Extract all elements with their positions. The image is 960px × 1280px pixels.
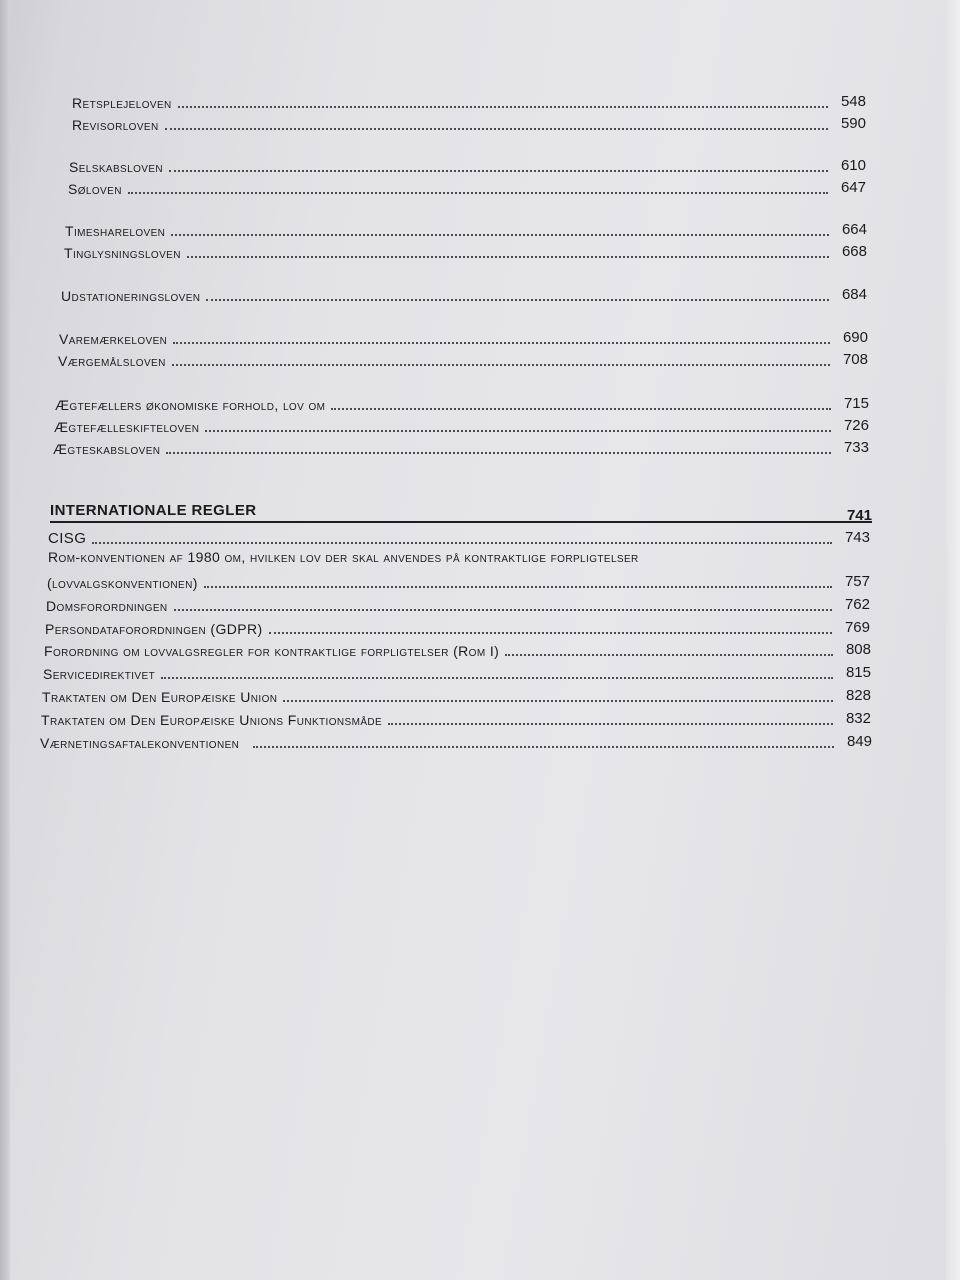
toc-page-number: 815 bbox=[845, 664, 871, 681]
dot-leader bbox=[269, 632, 832, 634]
toc-page-number: 733 bbox=[843, 439, 869, 456]
toc-entry-title: Tinglysningsloven bbox=[64, 245, 181, 261]
toc-entry bbox=[64, 240, 867, 262]
dot-leader bbox=[92, 542, 832, 544]
toc-entry-title: Ægteskabsloven bbox=[53, 441, 161, 457]
toc-page-number: 832 bbox=[845, 710, 871, 727]
toc-page-number: 684 bbox=[841, 286, 867, 303]
dot-leader bbox=[283, 700, 833, 702]
toc-page-number: 726 bbox=[843, 417, 869, 434]
toc-entry bbox=[43, 661, 871, 683]
toc-entry-title: Revisorloven bbox=[72, 117, 159, 133]
toc-page-number: 769 bbox=[844, 619, 870, 636]
dot-leader bbox=[128, 192, 828, 194]
toc-entry bbox=[68, 176, 866, 198]
toc-entry-title: Varemærkeloven bbox=[59, 331, 168, 347]
toc-entry-title: Værgemålsloven bbox=[58, 353, 166, 369]
toc-page-number: 762 bbox=[844, 596, 870, 613]
toc-entry bbox=[47, 570, 870, 592]
dot-leader bbox=[505, 654, 833, 656]
toc-page-number: 690 bbox=[842, 329, 868, 346]
dot-leader bbox=[205, 430, 831, 432]
toc-entry bbox=[69, 154, 866, 176]
toc-entry bbox=[46, 593, 870, 615]
dot-leader bbox=[165, 128, 828, 130]
dot-leader bbox=[173, 342, 830, 344]
toc-entry-title-line1: Rom-konventionen af 1980 om, hvilken lov der skal anvendes på kontraktlige forpligtelser bbox=[48, 549, 639, 565]
toc-entry bbox=[44, 638, 871, 660]
toc-entry-title: Værnetingsaftalekonventionen bbox=[40, 735, 240, 751]
toc-entry-title: Selskabsloven bbox=[69, 159, 164, 175]
dot-leader bbox=[172, 364, 830, 366]
toc-page-number: 708 bbox=[842, 351, 868, 368]
toc-page-number: 808 bbox=[845, 641, 871, 658]
toc-entry-title: Forordning om lovvalgsregler for kontraktlige forpligtelser (Rom I) bbox=[44, 643, 500, 659]
toc-entry-title: Timeshareloven bbox=[65, 223, 166, 239]
dot-leader bbox=[171, 234, 829, 236]
toc-entry bbox=[55, 392, 869, 414]
toc-page-number: 743 bbox=[844, 529, 870, 546]
section-heading: INTERNATIONALE REGLER bbox=[50, 502, 257, 519]
toc-page-number: 668 bbox=[841, 243, 867, 260]
toc-entry bbox=[42, 684, 871, 706]
toc-page-number: 757 bbox=[844, 573, 870, 590]
dot-leader bbox=[206, 299, 829, 301]
toc-entry bbox=[72, 90, 866, 112]
toc-entry-title: Traktaten om Den Europæiske Union bbox=[42, 689, 278, 705]
section-page-number: 741 bbox=[846, 507, 872, 524]
toc-entry bbox=[61, 283, 867, 305]
toc-entry bbox=[45, 616, 870, 638]
toc-entry bbox=[53, 436, 869, 458]
toc-page-number: 849 bbox=[846, 733, 872, 750]
toc-entry bbox=[58, 348, 868, 370]
section-heading-row bbox=[50, 495, 872, 523]
toc-page-number: 590 bbox=[840, 115, 866, 132]
toc-entry bbox=[59, 326, 868, 348]
dot-leader bbox=[178, 106, 828, 108]
dot-leader bbox=[253, 746, 834, 748]
toc-entry-title: Udstationeringsloven bbox=[61, 288, 201, 304]
toc-entry-title: Persondataforordningen (GDPR) bbox=[45, 621, 263, 637]
toc-entry bbox=[72, 112, 866, 134]
toc-page-number: 610 bbox=[840, 157, 866, 174]
toc-page-number: 828 bbox=[845, 687, 871, 704]
toc-page-number: 664 bbox=[841, 221, 867, 238]
toc-entry-title: Retsplejeloven bbox=[72, 95, 172, 111]
dot-leader bbox=[161, 677, 833, 679]
dot-leader bbox=[166, 452, 831, 454]
toc-entry-title: Ægtefælleskifteloven bbox=[54, 419, 200, 435]
dot-leader bbox=[187, 256, 829, 258]
dot-leader bbox=[331, 408, 831, 410]
toc-entry-title: Søloven bbox=[68, 181, 122, 197]
toc-entry bbox=[40, 730, 872, 752]
toc-page-number: 548 bbox=[840, 93, 866, 110]
toc-entry bbox=[65, 218, 867, 240]
toc-entry bbox=[41, 707, 871, 729]
toc-entry-title: Traktaten om Den Europæiske Unions Funktionsmåde bbox=[41, 712, 383, 728]
toc-entry bbox=[48, 526, 870, 548]
toc-entry bbox=[54, 414, 869, 436]
dot-leader bbox=[388, 723, 833, 725]
toc-entry-title: (lovvalgskonventionen) bbox=[47, 575, 198, 591]
page-light-edge bbox=[946, 0, 960, 1280]
dot-leader bbox=[174, 609, 832, 611]
toc-entry-title: CISG bbox=[48, 530, 87, 547]
dot-leader bbox=[169, 170, 828, 172]
page-shadow-edge bbox=[0, 0, 10, 1280]
toc-entry-title: Ægtefællers økonomiske forhold, lov om bbox=[55, 397, 326, 413]
toc-entry-title: Servicedirektivet bbox=[43, 666, 156, 682]
toc-page-number: 715 bbox=[843, 395, 869, 412]
toc-page-number: 647 bbox=[840, 179, 866, 196]
dot-leader bbox=[204, 586, 832, 588]
toc-entry-title: Domsforordningen bbox=[46, 598, 168, 614]
